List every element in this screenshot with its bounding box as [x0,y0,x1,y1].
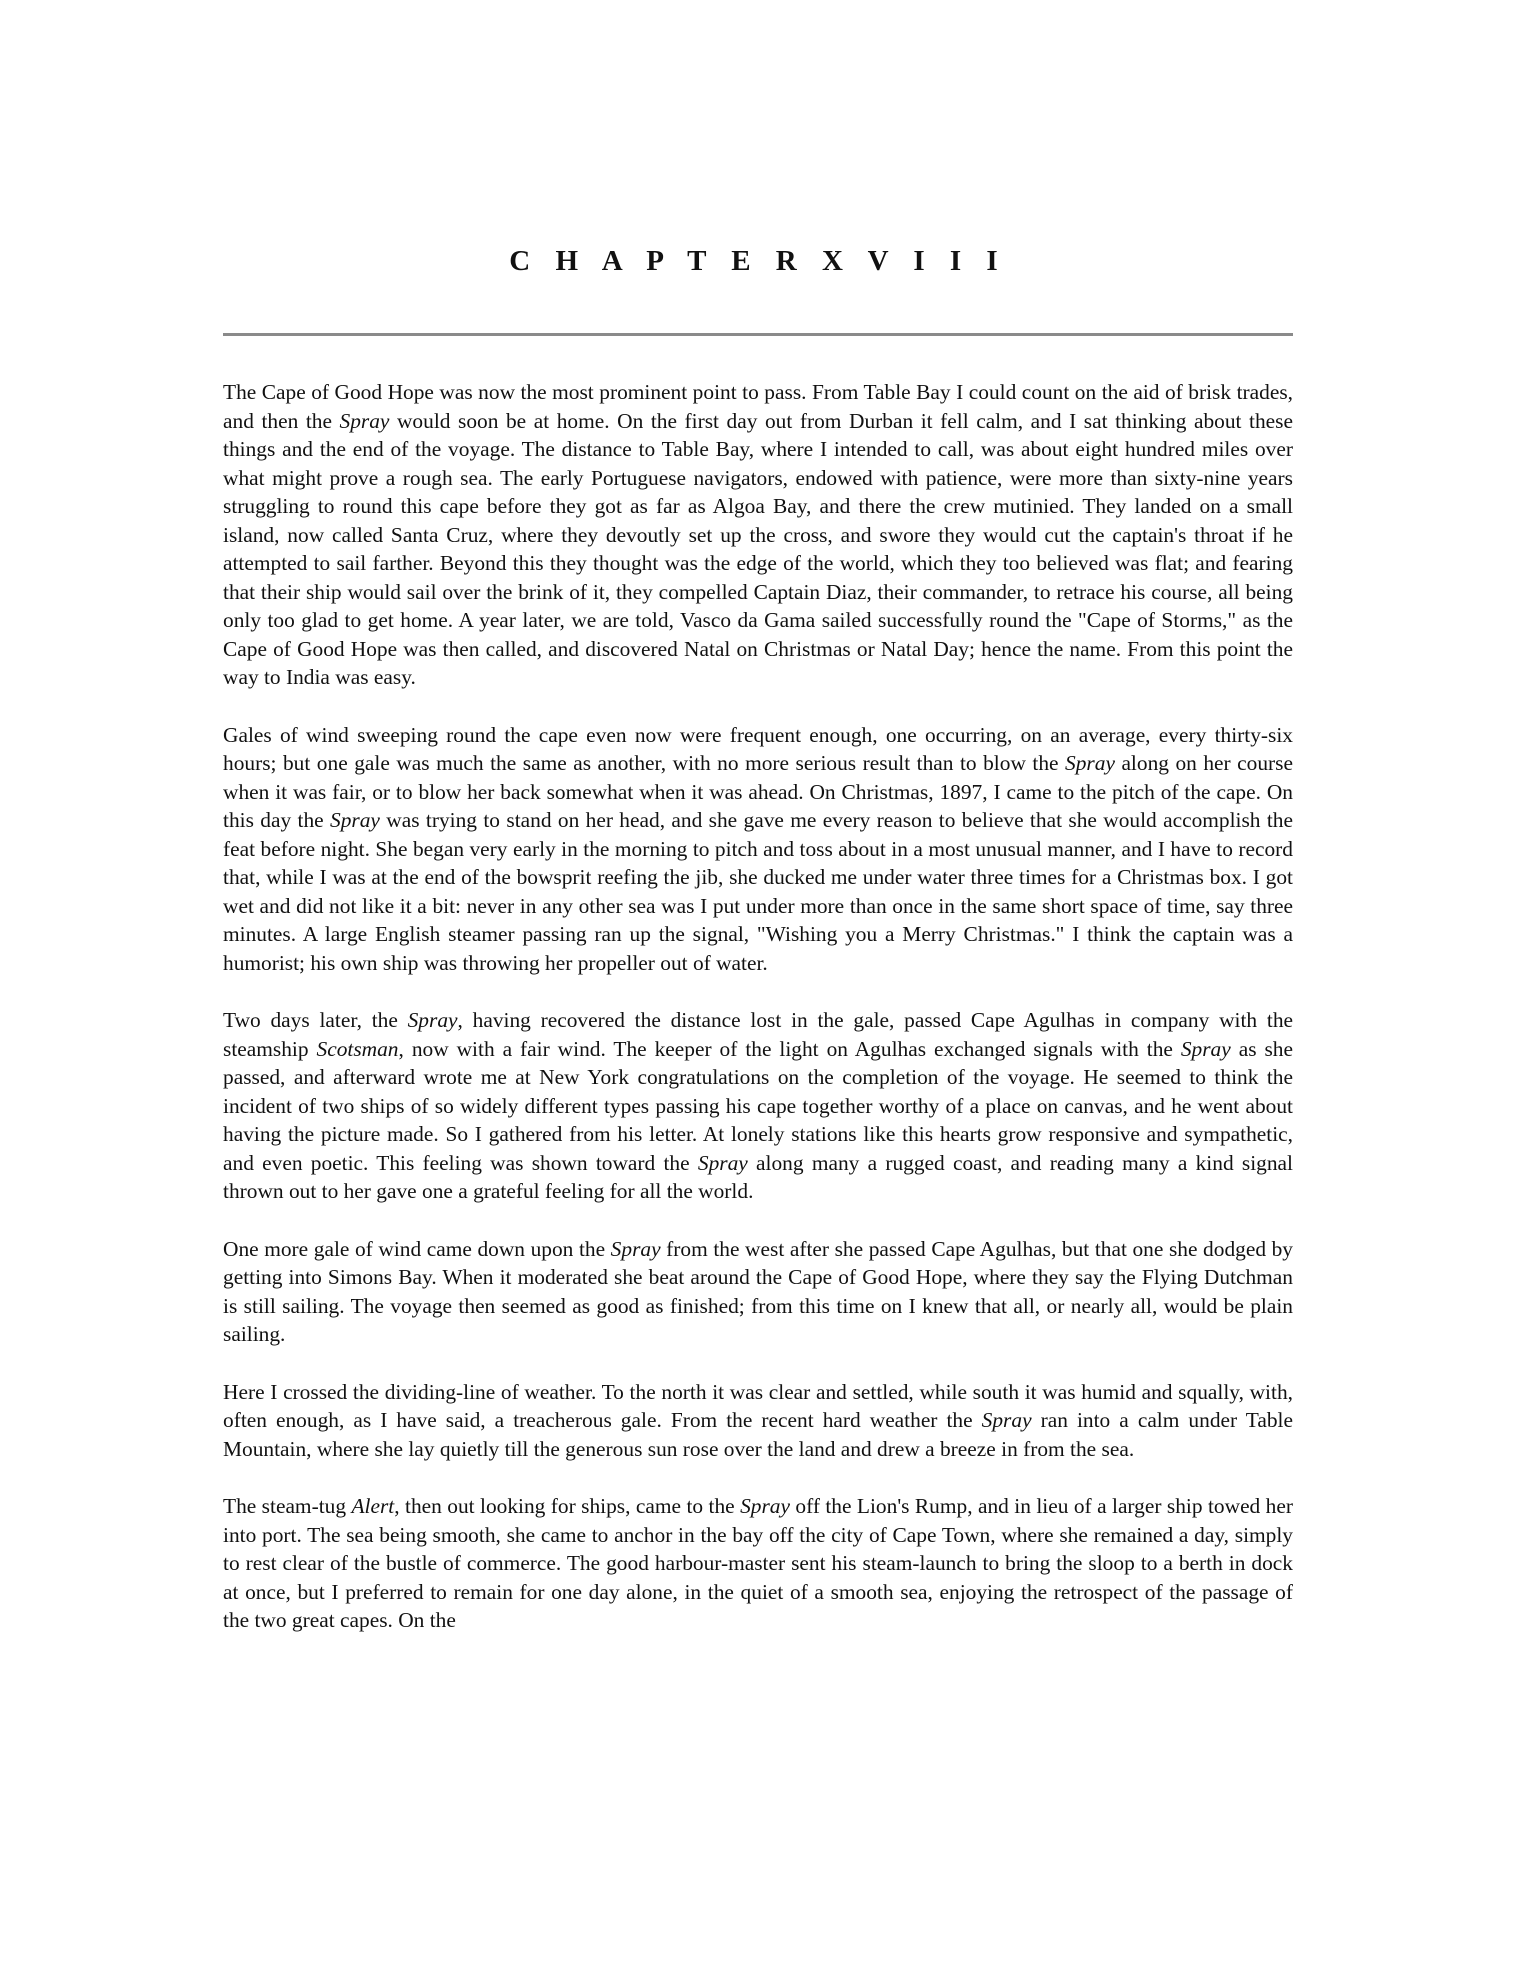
text-run: ran into a calm under Table Mountain, where she lay quietly till the generous sun rose over the land and drew a breeze in from the sea. [223,1408,1293,1461]
text-run: off the Lion's Rump, and in lieu of a larger ship towed her into port. The sea being smooth, she came to anchor in the bay off the city of Cape Town, where she remained a day, simply to rest clear of the bustle of commerce. The good harbour-master sent his steam-launch to bring the sloop to a berth in dock at once, but I preferred to remain for one day alone, in the quiet of a smooth sea, enjoying the retrospect of the passage of the two great capes. On the [223,1494,1293,1632]
text-run: along on her course when it was fair, or to blow her back somewhat when it was ahead. On Christmas, 1897, I came to the pitch of the cape. On this day the [223,751,1293,832]
text-run: Gales of wind sweeping round the cape even now were frequent enough, one occurring, on an average, every thirty-six hours; but one gale was much the same as another, with no more serious result than to blow the [223,722,1293,775]
ship-name: Spray [407,1008,458,1032]
text-run: Here I crossed the dividing-line of weather. To the north it was clear and settled, while south it was humid and squally, with, often enough, as I have said, a treacherous gale. From the recent hard weather the [223,1379,1293,1432]
text-run: was trying to stand on her head, and she gave me every reason to believe that she would accomplish the feat before night. She began very early in the morning to pitch and toss about in a most unusual manner, and I have to record that, while I was at the end of the bowsprit reefing the jib, she ducked me under water three times for a Christmas box. I got wet and did not like it a bit: never in any other sea was I put under more than once in the same short space of time, say three minutes. A large English steamer passing ran up the signal, "Wishing you a Merry Christmas." I think the captain was a humorist; his own ship was throwing her propeller out of water. [223,808,1293,975]
ship-name: Spray [1065,751,1115,775]
paragraph-dividing-line [223,1378,1293,1464]
paragraph-simons-bay [223,1235,1293,1349]
text-run: The Cape of Good Hope was now the most prominent point to pass. From Table Bay I could count on the aid of brisk trades, and then the [223,380,1293,433]
text-run: The steam-tug [223,1494,352,1518]
ship-name: Scotsman [316,1036,399,1061]
text-run: , having recovered the distance lost in the gale, passed Cape Agulhas in company with the steamship [223,1008,1294,1061]
text-run: Two days later, the [223,1008,408,1032]
ship-name: Spray [1180,1036,1231,1061]
ship-name: Alert [351,1494,395,1518]
ship-name: Spray [330,808,380,832]
paragraph-steam-tug-alert [223,1492,1293,1635]
text-run: as she passed, and afterward wrote me at New York congratulations on the completion of the voyage. He seemed to think the incident of two ships of so widely different types passing his cape together worthy of a place on canvas, and he went about having the picture made. So I gathered from his letter. At lonely stations like this hearts grow responsive and sympathetic, and even poetic. This feeling was shown toward the [223,1036,1293,1175]
ship-name: Spray [339,408,390,433]
text-run: would soon be at home. On the first day out from Durban it fell calm, and I sat thinking about these things and the end of the voyage. The distance to Table Bay, where I intended to call, was about eight hundred miles over what might prove a rough sea. The early Portuguese navigators, endowed with patience, were more than sixty-nine years struggling to round this cape before they got as far as Algoa Bay, and there the crew mutinied. They landed on a small island, now called Santa Cruz, where they devoutly set up the cross, and swore they would cut the captain's throat if he attempted to sail farther. Beyond this they thought was the edge of the world, which they too believed was flat; and fearing that their ship would sail over the brink of it, they compelled Captain Diaz, their commander, to retrace his course, all being only too glad to get home. A year later, we are told, Vasco da Gama sailed successfully round the "Cape of Storms," as the Cape of Good Hope was then called, and discovered Natal on Christmas or Natal Day; hence the name. From this point the way to India was easy. [223,408,1293,689]
text-run: along many a rugged coast, and reading many a kind signal thrown out to her gave one a grateful feeling for all the world. [223,1150,1293,1203]
text-run: , now with a fair wind. The keeper of the light on Agulhas exchanged signals with the [398,1036,1181,1061]
paragraph-cape-of-good-hope [223,378,1293,692]
ship-name: Spray [610,1236,661,1261]
paragraph-gales-of-wind [223,721,1293,978]
paragraph-cape-agulhas [223,1006,1293,1206]
text-run: from the west after she passed Cape Agulhas, but that one she dodged by getting into Simons Bay. When it moderated she beat around the Cape of Good Hope, where they say the Flying Dutchman is still sailing. The voyage then seemed as good as finished; from this time on I knew that all, or nearly all, would be plain sailing. [223,1236,1294,1346]
text-run: One more gale of wind came down upon the [223,1236,611,1261]
ship-name: Spray [697,1150,748,1175]
title-divider [223,333,1293,336]
text-run: , then out looking for ships, came to the [394,1494,741,1518]
ship-name: Spray [740,1494,790,1518]
ship-name: Spray [981,1408,1032,1432]
chapter-title: C H A P T E R X V I I I [509,245,1007,277]
chapter-body [223,378,1293,1664]
